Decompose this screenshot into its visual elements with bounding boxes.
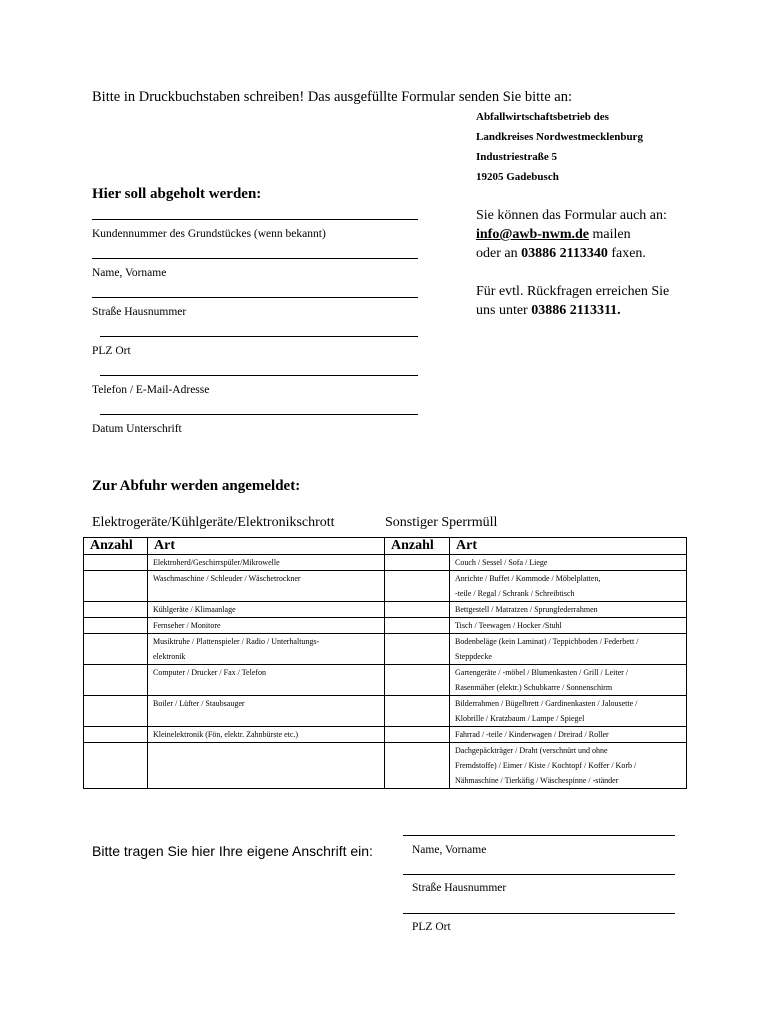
item-text: Kleinelektronik (Fön, elektr. Zahnbürste etc.) (153, 730, 299, 739)
item-text: Nähmaschine / Tierkäfig / Wäschespinne / -ständer (455, 776, 619, 785)
recipient-line-4: 19205 Gadebusch (476, 171, 559, 183)
table-row (84, 555, 687, 571)
items-table (83, 537, 687, 789)
header-anzahl-right: Anzahl (385, 538, 450, 555)
right-quantity-cell[interactable] (385, 618, 450, 634)
left-quantity-cell[interactable] (84, 665, 148, 696)
right-item-cell (450, 634, 687, 665)
item-text: Musiktruhe / Plattenspieler / Radio / Unterhaltungs- (153, 637, 320, 646)
right-item-cell (450, 743, 687, 789)
item-text: Computer / Drucker / Fax / Telefon (153, 668, 267, 677)
item-text: Anrichte / Buffet / Kommode / Möbelplatten, (455, 574, 601, 583)
registered-heading: Zur Abfuhr werden angemeldet: (92, 478, 301, 494)
right-item-cell (450, 696, 687, 727)
header-art-right: Art (450, 538, 687, 555)
right-quantity-cell[interactable] (385, 555, 450, 571)
item-text: Dachgepäckträger / Draht (verschnürt und ohne (455, 746, 608, 755)
field-line-name[interactable] (92, 258, 418, 259)
info-line-1: Sie können das Formular auch an: (476, 208, 667, 223)
right-item-cell (450, 602, 687, 618)
item-text: elektronik (153, 652, 186, 661)
right-item-cell (450, 618, 687, 634)
own-field-label-name: Name, Vorname (412, 844, 487, 856)
intro-text: Bitte in Druckbuchstaben schreiben! Das ausgefüllte Formular senden Sie bitte an: (92, 89, 572, 105)
own-field-label-street: Straße Hausnummer (412, 882, 507, 894)
field-label-date-signature: Datum Unterschrift (92, 423, 182, 435)
table-header-row (84, 538, 687, 555)
right-item-cell (450, 665, 687, 696)
left-item-cell (148, 618, 385, 634)
table-row (84, 665, 687, 696)
field-label-zip-city: PLZ Ort (92, 345, 131, 357)
item-text: Gartengeräte / -möbel / Blumenkasten / Grill / Leiter / (455, 668, 629, 677)
item-text: Rasenmäher (elektr.) Schubkarre / Sonnenschirm (455, 683, 613, 692)
right-quantity-cell[interactable] (385, 743, 450, 789)
field-label-name: Name, Vorname (92, 267, 167, 279)
info-block (476, 206, 669, 320)
info-line-5: uns unter 03886 2113311. (476, 303, 621, 318)
phone-number: 03886 2113311. (531, 303, 621, 318)
table-row (84, 727, 687, 743)
table-row (84, 618, 687, 634)
right-quantity-cell[interactable] (385, 696, 450, 727)
section-title-bulky-waste: Sonstiger Sperrmüll (385, 515, 498, 530)
left-item-cell (148, 696, 385, 727)
item-text: Fahrrad / -teile / Kinderwagen / Dreirad / Roller (455, 730, 609, 739)
header-art-left: Art (148, 538, 385, 555)
item-text: Tisch / Teewagen / Hocker /Stuhl (455, 621, 562, 630)
item-text: Bettgestell / Matratzen / Sprungfederrahmen (455, 605, 598, 614)
left-quantity-cell[interactable] (84, 634, 148, 665)
right-quantity-cell[interactable] (385, 727, 450, 743)
recipient-line-3: Industriestraße 5 (476, 151, 557, 163)
left-item-cell (148, 602, 385, 618)
info-line-3: oder an 03886 2113340 faxen. (476, 246, 646, 261)
recipient-line-2: Landkreises Nordwestmecklenburg (476, 131, 643, 143)
own-field-line-zip-city[interactable] (403, 913, 675, 914)
field-label-phone-email: Telefon / E-Mail-Adresse (92, 384, 210, 396)
left-quantity-cell[interactable] (84, 571, 148, 602)
item-text: Bilderrahmen / Bügelbrett / Gardinenkasten / Jalousette / (455, 699, 638, 708)
field-label-street: Straße Hausnummer (92, 306, 187, 318)
pickup-heading: Hier soll abgeholt werden: (92, 186, 262, 202)
field-line-date-signature[interactable] (100, 414, 418, 415)
table-row (84, 571, 687, 602)
item-text: Boiler / Lüfter / Staubsauger (153, 699, 245, 708)
table-row (84, 602, 687, 618)
right-item-cell (450, 571, 687, 602)
item-text: Steppdecke (455, 652, 492, 661)
item-text: -teile / Regal / Schrank / Schreibtisch (455, 589, 575, 598)
fax-number: 03886 2113340 (521, 246, 608, 261)
item-text: Fremdstoffe) / Eimer / Kiste / Kochtopf / Koffer / Korb / (455, 761, 637, 770)
item-text: Waschmaschine / Schleuder / Wäschetrockner (153, 574, 301, 583)
field-line-street[interactable] (92, 297, 418, 298)
item-text: Kühlgeräte / Klimaanlage (153, 605, 236, 614)
right-quantity-cell[interactable] (385, 665, 450, 696)
right-quantity-cell[interactable] (385, 634, 450, 665)
left-item-cell (148, 555, 385, 571)
table-row (84, 634, 687, 665)
info-line-2: info@awb-nwm.de mailen (476, 227, 631, 242)
left-quantity-cell[interactable] (84, 696, 148, 727)
right-quantity-cell[interactable] (385, 571, 450, 602)
item-text: Bodenbeläge (kein Laminat) / Teppichboden / Federbett / (455, 637, 639, 646)
item-text: Fernseher / Monitore (153, 621, 221, 630)
item-text: Klobrille / Kratzbaum / Lampe / Spiegel (455, 714, 585, 723)
field-line-customer-number[interactable] (92, 219, 418, 220)
left-item-cell (148, 665, 385, 696)
section-title-electronics: Elektrogeräte/Kühlgeräte/Elektronikschrott (92, 515, 335, 530)
field-label-customer-number: Kundennummer des Grundstückes (wenn bekannt) (92, 228, 326, 240)
item-text: Couch / Sessel / Sofa / Liege (455, 558, 548, 567)
field-line-zip-city[interactable] (100, 336, 418, 337)
recipient-line-1: Abfallwirtschaftsbetrieb des (476, 111, 609, 123)
table-row (84, 743, 687, 789)
left-quantity-cell[interactable] (84, 727, 148, 743)
item-text (153, 743, 379, 758)
field-line-phone-email[interactable] (100, 375, 418, 376)
left-item-cell (148, 743, 385, 789)
left-item-cell (148, 634, 385, 665)
own-address-prompt: Bitte tragen Sie hier Ihre eigene Anschrift ein: (92, 843, 373, 859)
left-quantity-cell[interactable] (84, 602, 148, 618)
left-quantity-cell[interactable] (84, 618, 148, 634)
info-line-4: Für evtl. Rückfragen erreichen Sie (476, 284, 670, 299)
left-quantity-cell[interactable] (84, 743, 148, 789)
email-link[interactable]: info@awb-nwm.de (476, 227, 589, 242)
own-field-line-name[interactable] (403, 835, 675, 836)
own-field-line-street[interactable] (403, 874, 675, 875)
right-item-cell (450, 555, 687, 571)
right-quantity-cell[interactable] (385, 602, 450, 618)
header-anzahl-left: Anzahl (84, 538, 148, 555)
item-text: Elektroherd/Geschirrspüler/Mikrowelle (153, 558, 280, 567)
left-item-cell (148, 571, 385, 602)
right-item-cell (450, 727, 687, 743)
table-row (84, 696, 687, 727)
left-item-cell (148, 727, 385, 743)
own-field-label-zip-city: PLZ Ort (412, 921, 451, 933)
left-quantity-cell[interactable] (84, 555, 148, 571)
